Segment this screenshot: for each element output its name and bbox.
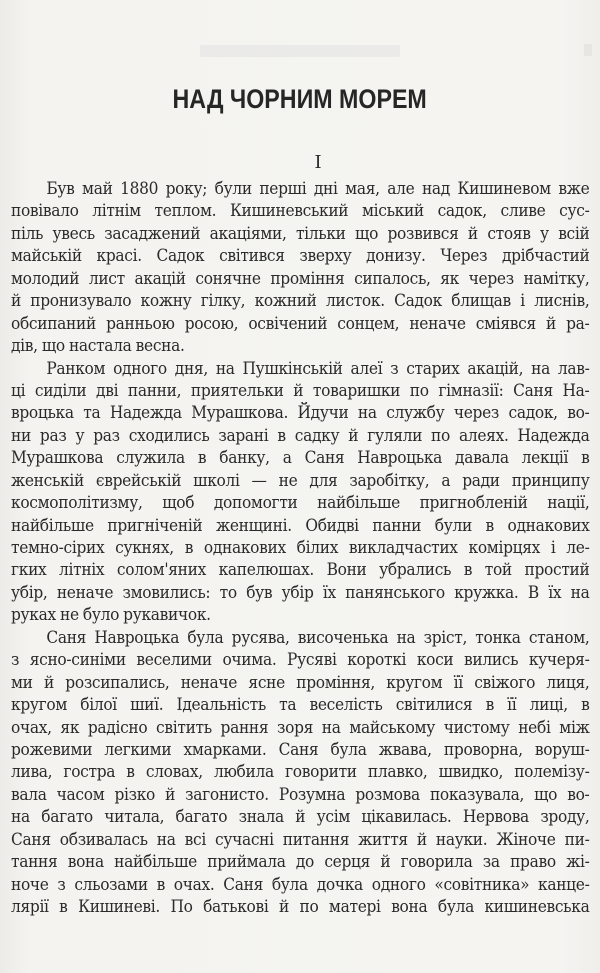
- text-line: повівало літнім теплом. Кишиневський міський садок, сливе сус-: [11, 201, 590, 221]
- text-line: рожевими легкими хмарками. Саня була жвава, проворна, воруш-: [11, 739, 590, 759]
- text-line: очах, як радісно світить рання зоря на майському чистому небі між: [11, 717, 590, 737]
- bleed-through-page-number: [584, 44, 592, 56]
- text-line: дів, що настала весна.: [11, 336, 185, 356]
- text-line: кругом білої шиї. Ідеальність та веселість світилися в її лиці, в: [11, 695, 590, 715]
- chapter-number: I: [314, 152, 322, 173]
- text-line: женській єврейській школі — не для заробітку, а ради принципу: [11, 470, 590, 490]
- paragraph-first-line: Саня Навроцька була русява, височенька на зріст, тонка станом,: [46, 627, 590, 647]
- text-line: убір, неначе змовились: то був убір їх панянського кружка. В їх на: [11, 582, 590, 602]
- text-line: ни раз у раз сходились зарані в садку й гуляли по алеях. Надежда: [11, 425, 590, 445]
- text-line: найбільше пригніченій женщині. Обидві панни були в однакових: [11, 515, 590, 535]
- text-line: Мурашкова служила в банку, а Саня Навроцька давала лекції в: [11, 448, 590, 468]
- chapter-title: НАД ЧОРНИМ МОРЕМ: [172, 84, 427, 114]
- text-line: молодий лист акацій сонячне проміння сипалось, як через намітку,: [11, 268, 590, 288]
- paragraph-first-line: Був май 1880 року; були перші дні мая, але над Кишиневом вже: [46, 179, 590, 198]
- text-line: гких літніх солом'яних капелюшах. Вони убрались в той простий: [11, 560, 590, 580]
- text-line: темно-сірих сукнях, в однакових білих викладчастих комірцях і ле-: [11, 538, 590, 557]
- text-line: тання вона найбільше приймала до серця й говорила за право жі-: [11, 852, 590, 872]
- text-line: лива, гостра в словах, любила говорити плавко, швидко, полемізу-: [11, 762, 590, 782]
- text-line: майській красі. Садок світився зверху донизу. Через дрібчастий: [11, 246, 590, 266]
- text-line: на багато читала, багато знала й усім цікавилась. Нервова зроду,: [11, 807, 590, 827]
- text-line: ці сиділи дві панни, приятельки й товаришки по гімназії: Саня На-: [11, 380, 590, 400]
- body-text: [11, 178, 590, 918]
- text-line: руках не було рукавичок.: [11, 605, 211, 625]
- text-line: космополітизму, щоб допомогти найбільше пригнобленій нації,: [11, 493, 590, 513]
- text-line: з ясно-синіми веселими очима. Русяві короткі коси вились кучеря-: [11, 650, 590, 670]
- text-line: обсипаний ранньою росою, освічений сонцем, неначе сміявся й ра-: [11, 313, 590, 333]
- text-line: піль увесь засаджений акаціями, тільки що розвився й стояв у всій: [11, 223, 590, 243]
- bleed-through-running-header: [200, 45, 400, 57]
- text-line: Саня обзивалась на всі сучасні питання життя й науки. Жіноче пи-: [11, 829, 590, 849]
- text-line: ноче з сльозами в очах. Саня була дочка одного «совітника» канце-: [11, 874, 590, 894]
- text-line: вроцька та Надежда Мурашкова. Йдучи на службу через садок, во-: [11, 403, 590, 423]
- text-line: вала часом різко й загонисто. Розумна розмова показувала, що во-: [11, 784, 590, 804]
- text-line: й пронизувало кожну гілку, кожний листок. Садок блищав і лиснів,: [11, 291, 590, 311]
- text-line: лярії в Кишиневі. По батькові й по матері вона була кишиневська: [11, 897, 590, 916]
- paragraph-first-line: Ранком одного дня, на Пушкінській алеї з старих акацій, на лав-: [46, 358, 590, 378]
- text-line: ми й розсипались, неначе ясне проміння, кругом її свіжого лиця,: [11, 672, 590, 692]
